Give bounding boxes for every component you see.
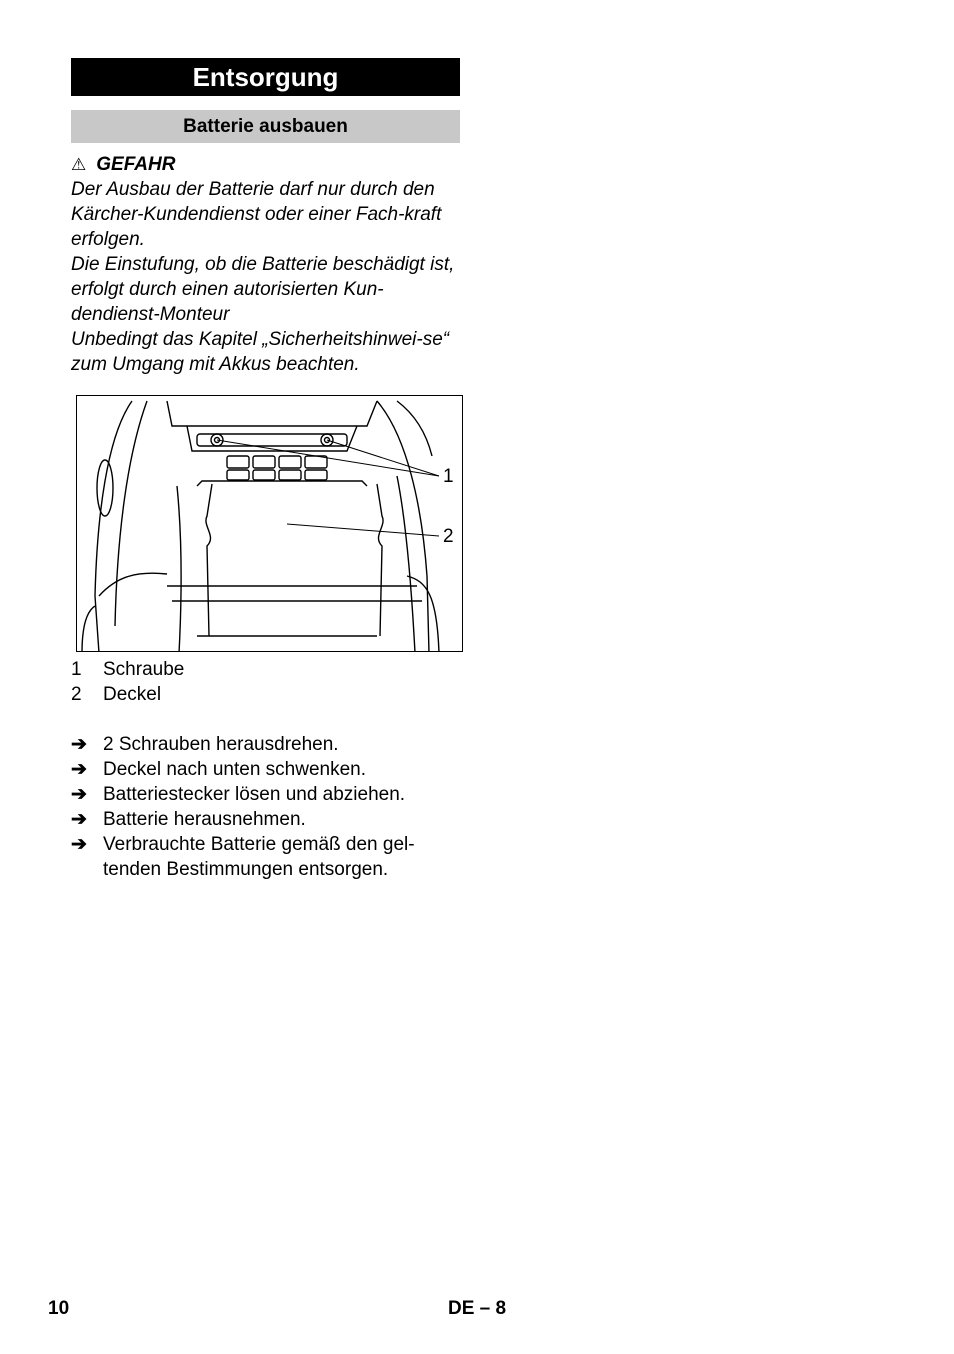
- legend-label: Schraube: [103, 659, 185, 680]
- danger-heading: [71, 152, 175, 177]
- legend-item: [71, 682, 184, 707]
- arrow-right-icon: ➔: [71, 784, 87, 805]
- callout-1: 1: [443, 466, 454, 487]
- arrow-right-icon: ➔: [71, 759, 87, 780]
- arrow-right-icon: ➔: [71, 734, 87, 755]
- step-text: Verbrauchte Batterie gemäß den gel-tenden Bestimmungen entsorgen.: [103, 834, 415, 880]
- danger-paragraph: Der Ausbau der Batterie darf nur durch den Kärcher-Kundendienst oder einer Fach-kraft erfolgen.: [71, 179, 442, 250]
- step-text: Deckel nach unten schwenken.: [103, 759, 366, 780]
- legend-number: 1: [71, 659, 82, 680]
- legend-item: [71, 657, 184, 682]
- battery-cover-illustration: [76, 395, 463, 652]
- legend-number: 2: [71, 684, 82, 705]
- arrow-right-icon: ➔: [71, 834, 87, 855]
- page-number: 10: [48, 1298, 70, 1319]
- danger-text: [71, 177, 466, 377]
- arrow-right-icon: ➔: [71, 809, 87, 830]
- section-title: Entsorgung: [71, 58, 460, 96]
- legend-label: Deckel: [103, 684, 162, 705]
- danger-paragraph: Die Einstufung, ob die Batterie beschädigt ist, erfolgt durch einen autorisierten Kun-dendienst-Monteur: [71, 254, 455, 325]
- step-item: [71, 782, 466, 807]
- step-text: 2 Schrauben herausdrehen.: [103, 734, 339, 755]
- step-text: Batteriestecker lösen und abziehen.: [103, 784, 406, 805]
- subsection-title: Batterie ausbauen: [71, 110, 460, 143]
- figure-legend: [71, 657, 184, 707]
- danger-paragraph: Unbedingt das Kapitel „Sicherheitshinwei-se“ zum Umgang mit Akkus beachten.: [71, 329, 450, 375]
- step-item: [71, 732, 466, 757]
- warning-triangle-icon: ⚠: [71, 155, 87, 174]
- step-item: [71, 832, 466, 882]
- step-text: Batterie herausnehmen.: [103, 809, 306, 830]
- language-page-label: DE – 8: [448, 1298, 507, 1319]
- step-item: [71, 807, 466, 832]
- callout-2: 2: [443, 526, 454, 547]
- device-line-drawing: [77, 396, 463, 652]
- danger-label: GEFAHR: [96, 154, 176, 175]
- instruction-steps: [71, 732, 466, 882]
- step-item: [71, 757, 466, 782]
